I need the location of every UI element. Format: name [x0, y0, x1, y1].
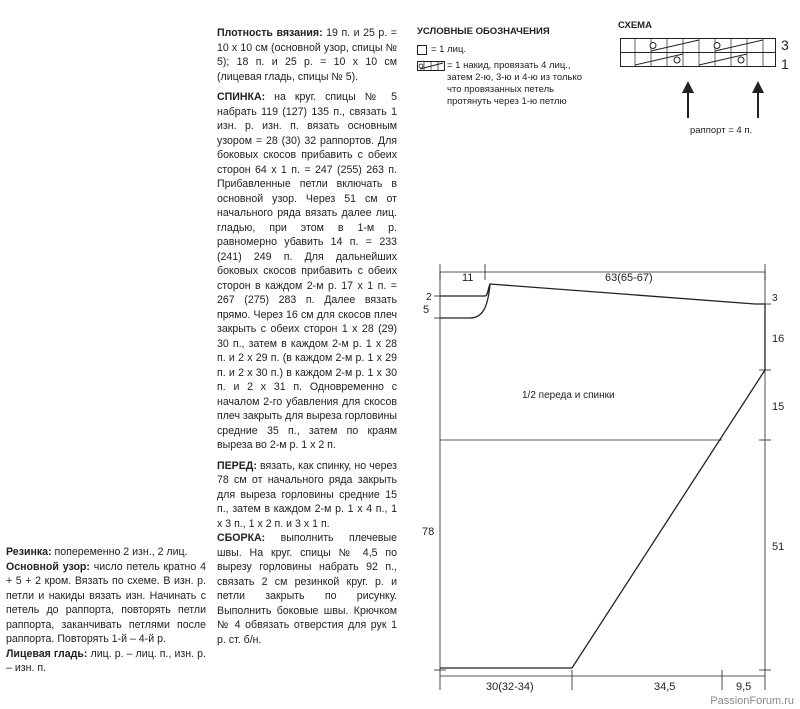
row-number-top: 3 — [781, 37, 789, 53]
dim-bottom-width: 30(32-34) — [486, 681, 534, 693]
density-text: 19 п. и 25 р. = 10 х 10 см (основной узор, спицы № 5); 18 п. и 25 р. = 10 х 10 см (лицевая гладь, спицы № 5). — [217, 27, 397, 83]
patterns-column — [6, 545, 206, 682]
main-pattern-heading: Основной узор: — [6, 560, 90, 573]
back-text: на круг. спицы № 5 набрать 119 (127) 135 п., связать 1 изн. р. изн. п. вязать основным узором = 28 (30) 32 раппортов. Для боковых скосов прибавить с обеих сторон 64 х 1 п. = 247 (255) 263 п. Прибавленные петли включать в основной узор. Через 51 см от начального ряда вязать далее лиц. гладью, при этом в 1-м р. равномерно убавить 14 п. = 233 (241) 249 п. Для дальнейших боковых скосов прибавить с обеих сторон в каждом 2-м р. 17 х 1 п. = 267 (275) 283 п. Далее вязать прямо. Через 16 см для скосов плеч закрыть с обеих сторон 1 х 28 (29) 30 п., затем в каждом 2-м р. 1 х 28 п. и 2 х 29 п. (в каждом 2-м р. 1 х 29 п. и 2 х 30 п.) в каждом 2-м р. 1 х 30 п. и 2 х 31 п. Одновременно с началом 2-го убавления для скосов плеч закрыть для выреза горловины средние 35 п., затем по краям выреза во 2-м р. 1 х 2 п. — [217, 91, 397, 451]
rapport-start-arrow-icon — [682, 81, 694, 93]
knit-stitch-icon — [417, 45, 427, 55]
front-text: вязать, как спинку, но через 78 см от начального ряда закрыть для выреза горловины средние 15 п., затем в каждом 2-м р. 1 х 4 п., 1 х 3 п., 1 х 2 п. и 3 х 1 п. — [217, 459, 397, 530]
dim-middle-height: 15 — [772, 401, 785, 413]
dim-shoulder-slope: 3 — [772, 293, 778, 304]
dim-upper-height: 16 — [772, 333, 785, 345]
density-heading: Плотность вязания: — [217, 27, 323, 39]
diagram-label: 1/2 переда и спинки — [522, 390, 615, 401]
stockinette-heading: Лицевая гладь: — [6, 647, 88, 660]
legend-item-yo — [417, 60, 587, 108]
garment-schematic — [400, 258, 800, 709]
back-heading: СПИНКА: — [217, 91, 266, 103]
yarn-over-cross-icon — [417, 61, 445, 71]
watermark: PassionForum.ru — [710, 695, 794, 707]
rib-heading: Резинка: — [6, 546, 52, 558]
dim-shoulder-width: 63(65-67) — [605, 272, 653, 284]
rapport-end-arrow-icon — [752, 81, 764, 93]
main-pattern-paragraph — [6, 560, 206, 647]
rib-text: попеременно 2 изн., 2 лиц. — [51, 546, 188, 558]
rapport-label: раппорт = 4 п. — [690, 125, 753, 136]
dim-side-width: 9,5 — [736, 681, 752, 693]
main-pattern-text: число петель кратно 4 + 5 + 2 кром. Вязать по схеме. В изн. р. петли и накиды вязать изн. Начинать с петель до раппорта, повторять петли раппорта, заканчивать петлями после раппорта. Повторять 1-й – 4-й р. — [6, 560, 206, 645]
dim-neck-depth-front: 5 — [423, 304, 430, 316]
back-paragraph — [217, 90, 397, 453]
legend — [417, 26, 587, 112]
dim-total-height: 78 — [422, 526, 435, 538]
stitch-chart — [615, 33, 800, 123]
legend-item-knit-text: = 1 лиц. — [431, 44, 467, 55]
dim-slope-width: 34,5 — [654, 681, 676, 693]
dim-lower-height: 51 — [772, 541, 785, 553]
rib-paragraph — [6, 545, 206, 560]
row-number-bottom: 1 — [781, 56, 789, 72]
dim-neck-depth-back: 2 — [426, 292, 432, 303]
legend-title: УСЛОВНЫЕ ОБОЗНАЧЕНИЯ — [417, 26, 550, 37]
instructions-column — [217, 26, 397, 653]
density-paragraph — [217, 26, 397, 84]
assembly-heading: СБОРКА: — [217, 532, 266, 544]
dim-neck-width: 11 — [462, 272, 474, 284]
front-paragraph — [217, 459, 397, 532]
legend-item-yo-text: = 1 накид, провязать 4 лиц., затем 2-ю, 3-ю и 4-ю из только что провязанных петель протянуть через 1-ю петлю — [447, 60, 583, 107]
schema-title: СХЕМА — [618, 20, 652, 31]
front-heading: ПЕРЕД: — [217, 459, 257, 472]
stockinette-text: лиц. р. – лиц. п., изн. р. – изн. п. — [6, 647, 206, 674]
assembly-text: выполнить плечевые швы. На круг. спицы № 4,5 по вырезу горловины набрать 92 п., связать 2 см резинкой круг. р. и петли закрыть по рисунку. Выполнить боковые швы. Крючком № 4 обвязать отверстия для рук 1 р. ст. б/н. — [217, 532, 397, 646]
legend-item-knit — [417, 44, 587, 56]
assembly-paragraph — [217, 531, 397, 647]
stockinette-paragraph — [6, 647, 206, 676]
